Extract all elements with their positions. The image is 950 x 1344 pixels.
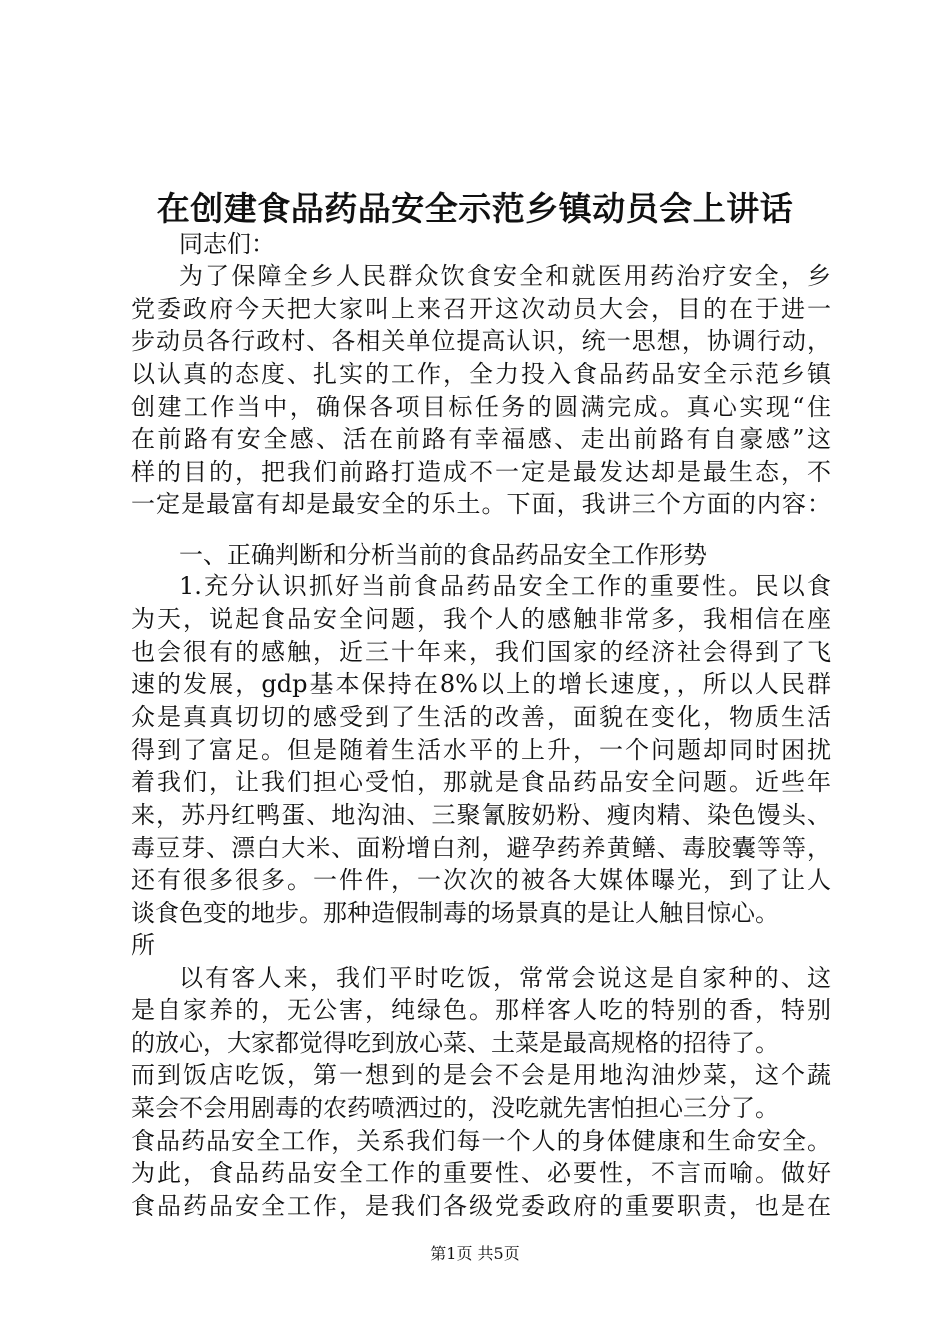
body-line: 为了保障全乡人民群众饮食安全和就医用药治疗安全，乡 bbox=[179, 262, 831, 291]
body-line: 而到饭店吃饭，第一想到的是会不会是用地沟油炒菜，这个蔬 bbox=[131, 1060, 831, 1089]
body-line: 1.充分认识抓好当前食品药品安全工作的重要性。民以食 bbox=[179, 571, 831, 600]
body-line: 步动员各行政村、各相关单位提高认识，统一思想，协调行动， bbox=[131, 327, 831, 356]
body-line: 毒豆芽、漂白大米、面粉增白剂，避孕药养黄鳝、毒胶囊等等， bbox=[131, 833, 831, 862]
body-line: 谈食色变的地步。那种造假制毒的场景真的是让人触目惊心。 bbox=[131, 898, 779, 927]
body-line: 在前路有安全感、活在前路有幸福感、走出前路有自豪感”这 bbox=[131, 425, 831, 454]
page-footer: 第1页 共5页 bbox=[430, 1244, 520, 1263]
body-line: 以有客人来，我们平时吃饭，常常会说这是自家种的、这 bbox=[179, 963, 831, 992]
body-line: 一、正确判断和分析当前的食品药品安全工作形势 bbox=[179, 540, 707, 569]
body-line: 以认真的态度、扎实的工作，全力投入食品药品安全示范乡镇 bbox=[131, 360, 831, 389]
body-line: 所 bbox=[131, 930, 155, 959]
body-line: 得到了富足。但是随着生活水平的上升，一个问题却同时困扰 bbox=[131, 735, 831, 764]
body-line: 为天，说起食品安全问题，我个人的感触非常多，我相信在座 bbox=[131, 604, 831, 633]
body-line: 食品药品安全工作，是我们各级党委政府的重要职责，也是在 bbox=[131, 1192, 831, 1220]
body-line: 是自家养的，无公害，纯绿色。那样客人吃的特别的香，特别 bbox=[131, 995, 831, 1024]
body-line: 食品药品安全工作，关系我们每一个人的身体健康和生命安全。 bbox=[131, 1126, 831, 1155]
body-line: 着我们，让我们担心受怕，那就是食品药品安全问题。近些年 bbox=[131, 767, 831, 796]
body-line: 来，苏丹红鸭蛋、地沟油、三聚氰胺奶粉、瘦肉精、染色馒头、 bbox=[131, 800, 831, 829]
body-line: 也会很有的感触，近三十年来，我们国家的经济社会得到了飞 bbox=[131, 637, 831, 666]
body-line: 党委政府今天把大家叫上来召开这次动员大会，目的在于进一 bbox=[131, 295, 831, 324]
body-line: 的放心，大家都觉得吃到放心菜、土菜是最高规格的招待了。 bbox=[131, 1028, 779, 1057]
body-line: 众是真真切切的感受到了生活的改善，面貌在变化，物质生活 bbox=[131, 702, 831, 731]
body-line: 创建工作当中，确保各项目标任务的圆满完成。真心实现“住 bbox=[131, 393, 831, 422]
body-line: 菜会不会用剧毒的农药喷洒过的，没吃就先害怕担心三分了。 bbox=[131, 1093, 779, 1122]
body-line: 还有很多很多。一件件，一次次的被各大媒体曝光，到了让人 bbox=[131, 865, 831, 894]
body-line: 样的目的，把我们前路打造成不一定是最发达却是最生态，不 bbox=[131, 458, 831, 487]
body-line: 同志们： bbox=[179, 230, 275, 258]
body-line: 为此，食品药品安全工作的重要性、必要性，不言而喻。做好 bbox=[131, 1159, 831, 1188]
body-line: 速的发展，gdp基本保持在8%以上的增长速度，，所以人民群 bbox=[131, 669, 831, 698]
document-title: 在创建食品药品安全示范乡镇动员会上讲话 bbox=[156, 189, 794, 228]
body-line: 一定是最富有却是最安全的乐土。下面，我讲三个方面的内容： bbox=[131, 490, 831, 519]
